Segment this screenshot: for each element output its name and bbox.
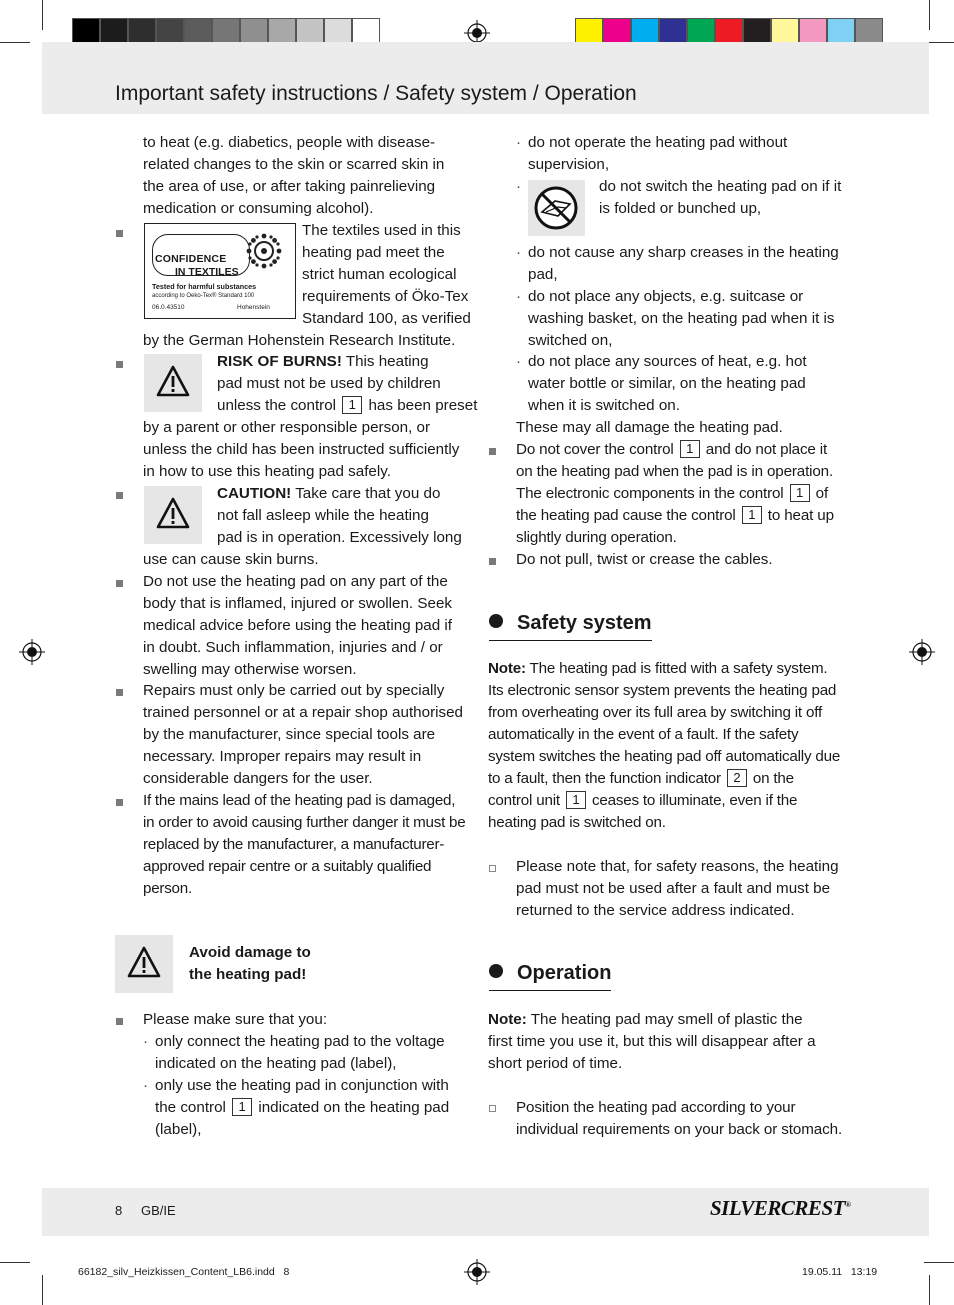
dash-item: · only connect the heating pad to the voltage indicated on the heating pad (label), [143, 1033, 445, 1072]
crop-mark [42, 1275, 43, 1305]
oeko-logo-code: 06.0.43510 [152, 304, 185, 311]
crop-mark [42, 0, 43, 30]
please-paragraph: Please make sure that you: [143, 1011, 328, 1028]
bullet-icon [116, 580, 123, 587]
step-box-icon [489, 1105, 496, 1112]
registration-mark-icon [909, 639, 935, 665]
risk-of-burns-text: RISK OF BURNS! This heating pad must not be used by children unless the control 1 has been preset [217, 353, 478, 414]
section-bullet-icon [489, 964, 503, 978]
safety-note-paragraph: Note: The heating pad is fitted with a safety system. Its electronic sensor system prevents the heating pad from overheating over its full area by switching it off automatically in the event of a fault. If the safety system switches the heating pad off automatically due to a fault, then the function indicator 2 on the control unit 1 ceases to illuminate, even if the heating pad is switched on. [488, 660, 841, 831]
cover-control-paragraph: Do not cover the control 1 and do not place it on the heating pad when the pad is in operation. The electronic components in the control 1 of the heating pad cause the control 1 to heat up slightly during operation. [516, 441, 834, 546]
operation-note-paragraph: Note: The heating pad may smell of plastic the first time you use it, but this will disappear after a short period of time. [488, 1011, 816, 1072]
bullet-icon [116, 230, 123, 237]
oeko-logo-sub2: according to Oeko-Tex® Standard 100 [152, 293, 255, 299]
dash-item: · do not operate the heating pad without supervision, [516, 134, 788, 173]
crop-mark [924, 1262, 954, 1263]
crop-mark [0, 1262, 30, 1263]
bullet-icon [116, 361, 123, 368]
cables-paragraph: Do not pull, twist or crease the cables. [516, 551, 773, 568]
mains-lead-paragraph: If the mains lead of the heating pad is damaged, in order to avoid causing further danger it must be replaced by the manufacturer, a manufacturer-approved repair centre or a suitably qualified person. [143, 792, 466, 897]
warning-triangle-icon [144, 354, 202, 412]
control-key-label: 1 [232, 1098, 252, 1116]
oeko-logo-line1: CONFIDENCE [155, 253, 227, 265]
crop-mark [929, 0, 930, 30]
control-key-label: 1 [680, 440, 700, 458]
operation-heading: Operation [489, 962, 611, 985]
bullet-icon [116, 1018, 123, 1025]
dash-item: · only use the heating pad in conjunction with the control 1 indicated on the heating pad (label), [143, 1077, 450, 1138]
dash-item: · do not cause any sharp creases in the heating pad, [516, 244, 839, 283]
intro-paragraph: to heat (e.g. diabetics, people with disease-related changes to the skin or scarred skin in the area of use, or after taking painrelieving medication or consuming alcohol). [143, 134, 445, 217]
bullet-icon [489, 558, 496, 565]
control-key-label: 1 [566, 791, 586, 809]
oeko-text: The textiles used in this heating pad meet the strict human ecological requirements of Öko-Tex Standard 100, as verified [302, 222, 471, 327]
control-key-label: 1 [742, 506, 762, 524]
page-number: 8 [115, 1203, 123, 1218]
language-code: GB/IE [141, 1203, 176, 1218]
dash-item-folded: do not switch the heating pad on if it is folded or bunched up, [599, 178, 842, 217]
oeko-tex-rosette-icon [245, 232, 283, 270]
oeko-logo-line2: IN TEXTILES [175, 266, 239, 278]
dash-marker: · [516, 178, 522, 195]
page-title: Important safety instructions / Safety system / Operation [115, 82, 637, 105]
inflamed-paragraph: Do not use the heating pad on any part of the body that is inflamed, injured or swollen. Seek medical advice before using the heating pad if in doubt. Such inflammation, injuries and / or swelling may otherwise worsen. [143, 573, 453, 678]
repairs-paragraph: Repairs must only be carried out by specially trained personnel or at a repair shop authorised by the manufacturer, since special tools are necessary. Improper repairs may result in considerable dangers for the user. [143, 682, 463, 787]
control-key-label: 1 [342, 396, 362, 414]
oeko-text-last: by the German Hohenstein Research Institute. [143, 332, 456, 349]
dash-item: · do not place any sources of heat, e.g. hot water bottle or similar, on the heating pad when it is switched on. [516, 353, 807, 414]
no-folded-pad-icon [528, 180, 585, 236]
section-bullet-icon [489, 614, 503, 628]
crop-mark [0, 42, 30, 43]
damage-note: These may all damage the heating pad. [516, 419, 783, 436]
step-box-icon [489, 865, 496, 872]
registration-mark-icon [19, 639, 45, 665]
silvercrest-logo: SILVERCREST® [710, 1196, 851, 1220]
registration-mark-icon [464, 1259, 490, 1285]
bullet-icon [116, 492, 123, 499]
bullet-icon [489, 448, 496, 455]
oeko-tex-logo [144, 223, 296, 319]
bullet-icon [116, 689, 123, 696]
risk-of-burns-text-cont: by a parent or other responsible person, or unless the child has been instructed sufficiently in how to use this heating pad safely. [143, 419, 460, 480]
caution-text: CAUTION! Take care that you do not fall asleep while the heating pad is in operation. Excessively long [217, 485, 462, 546]
control-key-label: 1 [790, 484, 810, 502]
caution-text-cont: use can cause skin burns. [143, 551, 319, 568]
safety-system-heading: Safety system [489, 612, 652, 635]
operation-step-paragraph: Position the heating pad according to your individual requirements on your back or stomach. [516, 1099, 843, 1138]
oeko-logo-institute: Hohenstein [237, 304, 270, 311]
crop-mark [929, 1275, 930, 1305]
bullet-icon [116, 799, 123, 806]
warning-triangle-icon [144, 486, 202, 544]
dash-item: · do not place any objects, e.g. suitcase or washing basket, on the heating pad when it is switched on, [516, 288, 835, 349]
safety-step-paragraph: Please note that, for safety reasons, the heating pad must not be used after a fault and must be returned to the service address indicated. [516, 858, 839, 919]
file-slug: 66182_silv_Heizkissen_Content_LB6.indd 8 [78, 1266, 290, 1278]
oeko-logo-sub1: Tested for harmful substances [152, 282, 257, 291]
print-date: 19.05.11 13:19 [802, 1266, 878, 1278]
warning-triangle-icon [115, 935, 173, 993]
avoid-damage-heading: Avoid damage to the heating pad! [189, 944, 311, 983]
indicator-key-label: 2 [727, 769, 747, 787]
